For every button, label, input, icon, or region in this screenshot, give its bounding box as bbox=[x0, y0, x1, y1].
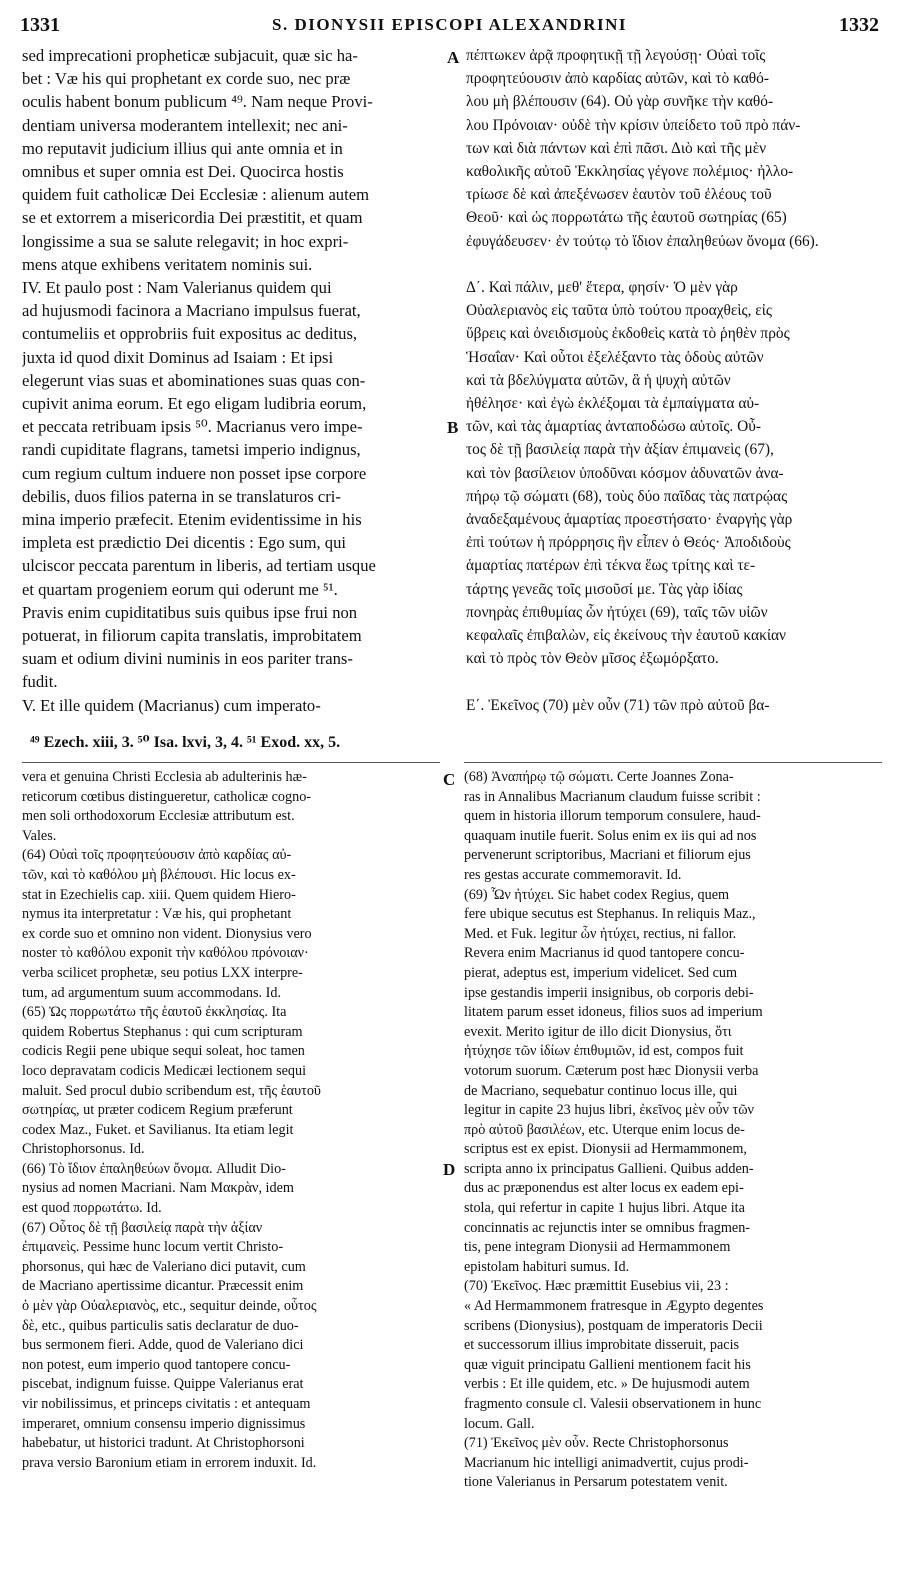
note-line: pervenerunt scriptoribus, Macriani et filiorum ejus bbox=[464, 847, 751, 864]
latin-text-line: dentiam universa moderantem intellexit; nec ani- bbox=[22, 115, 348, 135]
note-line: quem in historia illorum temporum consulere, haud- bbox=[464, 808, 761, 825]
latin-text-line: contumeliis et opprobriis fuit expositus ac deditus, bbox=[22, 324, 358, 344]
greek-text-line: καὶ τὸ πρὸς τὸν Θεὸν μῖσος ἐξωμόρξατο. bbox=[466, 650, 719, 668]
latin-text-line: elegerunt vias suas et abominationes suas quas con- bbox=[22, 370, 366, 390]
note-line: (70) Ἐκεῖνος. Hæc præmittit Eusebius vii, 23 : bbox=[464, 1278, 729, 1295]
note-line: verba scilicet prophetæ, seu potius LXX interpre- bbox=[22, 964, 303, 981]
greek-text-line: καὶ τὸν βασίλειον ὑποδῦναι κόσμον ἀδυνατῶν ἀνα- bbox=[466, 464, 784, 482]
latin-text-line: omnibus et super omnia est Dei. Quocirca hostis bbox=[22, 162, 344, 182]
greek-text-line: ἐφυγάδευσεν· ἐν τούτῳ τὸ ἴδιον ἐπαληθεύων ὄνομα (66). bbox=[466, 232, 819, 250]
greek-text-line: ἐπὶ τούτων ἡ πρόρρησις ἣν εἶπεν ὁ Θεός· Ἀποδιδοὺς bbox=[466, 534, 791, 552]
note-line: (67) Οὗτος δὲ τῇ βασιλείᾳ παρὰ τὴν ἀξίαν bbox=[22, 1219, 263, 1236]
note-line: quidem Robertus Stephanus : qui cum scripturam bbox=[22, 1023, 303, 1040]
note-line: scribens (Dionysius), postquam de imperatoris Decii bbox=[464, 1317, 763, 1334]
greek-text-line: προφητεύουσιν ἀπὸ καρδίας αὐτῶν, καὶ τὸ καθό- bbox=[466, 70, 769, 88]
note-line: nysius ad nomen Macriani. Nam Μακρὰν, idem bbox=[22, 1180, 294, 1197]
margin-letter-c: C bbox=[443, 770, 456, 789]
latin-text-line: longissime a sua se salute relegavit; in hoc expri- bbox=[22, 231, 349, 251]
note-line: codicis Regii pene ubique sequi soleat, hoc tamen bbox=[22, 1043, 305, 1060]
note-line: phorsonus, qui hæc de Valeriano dici putavit, cum bbox=[22, 1258, 306, 1275]
note-line: non potest, eum imperio quod tantopere concu- bbox=[22, 1356, 291, 1373]
note-line: σωτηρίας, ut præter codicem Regium præferunt bbox=[22, 1102, 293, 1119]
note-line: (71) Ἐκεῖνος μὲν οὖν. Recte Christophorsonus bbox=[464, 1435, 729, 1452]
note-line: tis, pene integram Dionysii ad Hermammonem bbox=[464, 1239, 731, 1256]
greek-text-line: Ἡσαΐαν· Καὶ οὗτοι ἐξελέξαντο τὰς ὁδοὺς αὐτῶν bbox=[466, 348, 764, 366]
note-line: pierat, adeptus est, imperium videlicet. Sed cum bbox=[464, 964, 738, 981]
note-line: concinnatis ac rejunctis inter se omnibus fragmen- bbox=[464, 1219, 751, 1236]
latin-text-line: IV. Et paulo post : Nam Valerianus quidem qui bbox=[22, 278, 332, 298]
running-title: S. DIONYSII EPISCOPI ALEXANDRINI bbox=[271, 15, 627, 34]
note-line: ipse gestandis imperii insignibus, ob corporis debi- bbox=[464, 984, 754, 1001]
note-line: (66) Τὸ ἴδιον ἐπαληθεύων ὄνομα. Alludit Dio- bbox=[22, 1160, 286, 1177]
greek-text-line: καὶ τὰ βδελύγματα αὐτῶν, ἃ ἡ ψυχὴ αὐτῶν bbox=[466, 371, 731, 389]
latin-text-line: mina imperio præfecit. Etenim evidentissime in his bbox=[22, 510, 362, 530]
latin-text-line: et quartam progeniem eorum qui oderunt me ⁵¹. bbox=[22, 579, 338, 599]
note-line: est quod πορρωτάτω. Id. bbox=[22, 1200, 162, 1217]
greek-text-line: ἁμαρτίας πατέρων ἐπὶ τέκνα ἕως τρίτης καὶ τε- bbox=[466, 557, 756, 575]
greek-text-line: Δ΄. Καὶ πάλιν, μεθ' ἕτερα, φησίν· Ὁ μὲν γὰρ bbox=[466, 279, 738, 297]
latin-text-line: ulciscor peccata parentum in liberis, ad tertiam usque bbox=[22, 556, 376, 576]
note-line: Revera enim Macrianus id quod tantopere concu- bbox=[464, 945, 745, 962]
note-line: de Macriano, sequebatur continuo locus ille, qui bbox=[464, 1082, 738, 1099]
note-line: quaquam inutile fuerit. Solus enim ex iis qui ad nos bbox=[464, 827, 757, 844]
latin-text-line: cupivit anima eorum. Et ego eligam ludibria eorum, bbox=[22, 394, 367, 414]
latin-text-line: randi cupiditate flagrans, tametsi imperio indignus, bbox=[22, 440, 361, 460]
latin-text-column bbox=[22, 44, 442, 717]
note-line: (65) Ὡς πορρωτάτω τῆς ἑαυτοῦ ἐκκλησίας. Ita bbox=[22, 1004, 287, 1021]
note-line: quæ viguit principatu Gallieni mentionem facit his bbox=[464, 1356, 751, 1373]
greek-text-line: πήρῳ τῷ σώματι (68), τοὺς δύο παῖδας τὰς πατρῴας bbox=[466, 487, 788, 505]
notes-divider-left bbox=[22, 762, 440, 763]
latin-text-line: cum regium cultum induere non posset ipse corpore bbox=[22, 463, 367, 483]
greek-text-line: των καὶ διὰ πάντων καὶ ἐπὶ πᾶσι. Διὸ καὶ τῆς μὲν bbox=[466, 139, 767, 157]
latin-text-line: fudit. bbox=[22, 672, 58, 692]
note-line: ras in Annalibus Macrianum claudum fuisse scribit : bbox=[464, 788, 761, 805]
notes-divider-right bbox=[464, 762, 882, 763]
note-line: verbis : Et ille quidem, etc. » De hujusmodi autem bbox=[464, 1376, 750, 1393]
note-line: (69) Ὧν ἠτύχει. Sic habet codex Regius, quem bbox=[464, 886, 730, 903]
latin-text-line: juxta id quod dixit Dominus ad Isaiam : Et ipsi bbox=[22, 347, 334, 367]
latin-text-line: suam et odium divini numinis in eos pariter trans- bbox=[22, 649, 353, 669]
note-line: ἐπιμανεὶς. Pessime hunc locum vertit Christo- bbox=[22, 1239, 284, 1256]
note-line: locum. Gall. bbox=[464, 1415, 535, 1432]
note-line: tione Valerianus in Persarum potestatem venit. bbox=[464, 1474, 728, 1491]
greek-text-line: καθολικῆς αὐτοῦ Ἐκκλησίας γέγονε πολέμιος· ἠλλο- bbox=[466, 163, 794, 181]
greek-text-line: τάρτης γενεᾶς τοῖς μισοῦσί με. Τὰς γὰρ ἰδίας bbox=[466, 580, 743, 598]
greek-text-line: λου μὴ βλέπουσιν (64). Οὐ γὰρ συνῆκε τὴν καθό- bbox=[466, 93, 774, 111]
note-line: maluit. Sed procul dubio scribendum est, τῆς ἑαυτοῦ bbox=[22, 1082, 321, 1099]
greek-text-line: τρίωσε δὲ καὶ ἀπεξένωσεν ἑαυτὸν τοῦ ἐλέους τοῦ bbox=[466, 186, 772, 204]
notes-column-right bbox=[464, 768, 882, 1493]
note-line: nymus ita interpretatur : Væ his, qui prophetant bbox=[22, 906, 292, 923]
running-header bbox=[20, 14, 879, 36]
note-line: epistolam habituri sumus. Id. bbox=[464, 1258, 630, 1275]
greek-text-line: τῶν, καὶ τὰς ἁμαρτίας ἀνταποδώσω αὐτοῖς. Οὖ- bbox=[466, 418, 761, 436]
greek-text-line: Οὐαλεριανὸς εἰς ταῦτα ὑπὸ τούτου προαχθεὶς, εἰς bbox=[466, 302, 773, 320]
note-line: res gestas accurate commemoravit. Id. bbox=[464, 866, 682, 883]
note-line: votorum suorum. Cæterum post hæc Dionysii verba bbox=[464, 1062, 759, 1079]
latin-text-line: bet : Væ his qui prophetant ex corde suo, nec præ bbox=[22, 69, 351, 89]
margin-letter-a: A bbox=[447, 48, 460, 67]
note-line: dus ac præponendus est alter locus ex eadem epi- bbox=[464, 1180, 744, 1197]
greek-text-line bbox=[466, 670, 880, 693]
greek-text-line: Ε΄. Ἐκεῖνος (70) μὲν οὖν (71) τῶν πρὸ αὐτοῦ βα- bbox=[466, 696, 770, 714]
note-line: prava versio Baronium etiam in errorem induxit. Id. bbox=[22, 1454, 317, 1471]
latin-text-line: se et extorrem a misericordia Dei præstitit, et quam bbox=[22, 208, 363, 228]
note-line: tum, ad argumentum suum accommodans. Id. bbox=[22, 984, 282, 1001]
note-line: habebatur, ut historici tradunt. At Christophorsoni bbox=[22, 1435, 305, 1452]
greek-text-line: Θεοῦ· καὶ ὡς πορρωτάτω τῆς ἑαυτοῦ σωτηρίας (65) bbox=[466, 209, 787, 227]
note-line: fere ubique secutus est Stephanus. In reliquis Maz., bbox=[464, 906, 756, 923]
note-line: vera et genuina Christi Ecclesia ab adulterinis hæ- bbox=[22, 769, 307, 785]
note-line: vir nobilissimus, et princeps civitatis : et antequam bbox=[22, 1396, 311, 1412]
note-line: imperaret, omnium consensu imperio dignissimus bbox=[22, 1415, 306, 1432]
latin-text-line: oculis habent bonum publicum ⁴⁹. Nam neque Provi- bbox=[22, 92, 373, 112]
note-line: πρὸ αὐτοῦ βασιλέων, etc. Uterque enim locus de- bbox=[464, 1121, 745, 1138]
note-line: Med. et Fuk. legitur ὧν ἠτύχει, rectius, ni fallor. bbox=[464, 925, 737, 942]
latin-text-line: V. Et ille quidem (Macrianus) cum imperato- bbox=[22, 695, 321, 715]
note-line: (68) Ἀναπήρῳ τῷ σώματι. Certe Joannes Zona- bbox=[464, 769, 734, 785]
note-line: Vales. bbox=[22, 827, 57, 844]
greek-text-line: ὕβρεις καὶ ὀνειδισμοὺς ἐκδοθεὶς κατὰ τὸ ῥηθὲν πρὸς bbox=[466, 325, 790, 343]
note-line: evexit. Merito igitur de illo dicit Dionysius, ὅτι bbox=[464, 1023, 732, 1040]
note-line: τῶν, καὶ τὸ καθόλου μὴ βλέπουσι. Hic locus ex- bbox=[22, 866, 296, 883]
latin-text-line: sed imprecationi propheticæ subjacuit, quæ sic ha- bbox=[22, 46, 358, 65]
latin-text-line: et peccata retribuam ipsis ⁵⁰. Macrianus vero impe- bbox=[22, 417, 363, 437]
latin-text-line: ad hujusmodi facinora a Macriano impulsus fuerat, bbox=[22, 301, 361, 321]
note-line: de Macriano apertissime dicantur. Præcessit enim bbox=[22, 1278, 304, 1295]
note-line: et successorum illius improbitate disseruit, pacis bbox=[464, 1337, 740, 1354]
margin-letter-d: D bbox=[443, 1160, 456, 1179]
greek-text-line: πονηρὰς ἐπιθυμίας ὧν ἠτύχει (69), ταῖς τῶν υἱῶν bbox=[466, 603, 768, 621]
greek-text-line: τος δὲ τῇ βασιλείᾳ παρὰ τὴν ἀξίαν ἐπιμανεὶς (67), bbox=[466, 441, 774, 459]
greek-text-line: ἠθέλησε· καὶ ἐγὼ ἐκλέξομαι τὰ ἐμπαίγματα αὐ- bbox=[466, 395, 760, 413]
note-line: loco depravatam codicis Medicæi lectionem sequi bbox=[22, 1062, 307, 1079]
latin-text-line: Pravis enim cupiditatibus suis quibus ipse frui non bbox=[22, 602, 358, 622]
note-line: Macrianum hic intelligi animadvertit, cujus prodi- bbox=[464, 1454, 749, 1471]
page-number-right: 1332 bbox=[839, 14, 879, 36]
latin-text-line: impleta est prædictio Dei dicentis : Ego sum, qui bbox=[22, 533, 346, 553]
latin-text-line: debilis, duos filios paterna in se translaturos cri- bbox=[22, 486, 341, 506]
note-line: noster τὸ καθόλου exponit τὴν καθόλου πρόνοιαν· bbox=[22, 945, 309, 962]
note-line: codex Maz., Fuket. et Savilianus. Ita etiam legit bbox=[22, 1121, 294, 1138]
note-line: men soli orthodoxorum Ecclesiæ attributum est. bbox=[22, 808, 295, 825]
greek-text-line bbox=[466, 253, 880, 276]
note-line: piscebat, indignum fuisse. Quippe Valerianus erat bbox=[22, 1376, 304, 1393]
note-line: Christophorsonus. Id. bbox=[22, 1141, 145, 1158]
note-line: ἠτύχησε τῶν ἰδίων ἐπιθυμιῶν, id est, compos fuit bbox=[464, 1043, 744, 1060]
greek-text-line: πέπτωκεν ἀρᾷ προφητικῇ τῇ λεγούσῃ· Οὐαὶ τοῖς bbox=[466, 47, 766, 64]
notes-column-left bbox=[22, 768, 440, 1473]
page-number-left: 1331 bbox=[20, 14, 60, 36]
greek-text-line: λου Πρόνοιαν· οὐδὲ τὴν κρίσιν ὑπείδετο τοῦ πρὸ πάν- bbox=[466, 116, 801, 134]
note-line: ex corde suo et omnino non vident. Dionysius vero bbox=[22, 925, 312, 942]
margin-letter-b: B bbox=[447, 418, 459, 437]
note-line: stola, qui refertur in capite 1 hujus libri. Atque ita bbox=[464, 1200, 745, 1217]
latin-text-line: mo reputavit judicium illius qui ante omnia et in bbox=[22, 138, 343, 158]
note-line: scripta anno ix principatus Gallieni. Quibus adden- bbox=[464, 1160, 754, 1177]
latin-text-line: quidem fuit catholicæ Dei Ecclesiæ : alienum autem bbox=[22, 185, 369, 205]
latin-text-line: mens atque exhibens veritatem nominis sui. bbox=[22, 254, 313, 274]
greek-text-column bbox=[466, 44, 880, 717]
latin-text-line: potuerat, in filiorum capita translatis, improbitatem bbox=[22, 626, 362, 646]
note-line: legitur in capite 23 hujus libri, ἐκεῖνος μὲν οὖν τῶν bbox=[464, 1102, 754, 1119]
note-line: « Ad Hermammonem fratresque in Ægypto degentes bbox=[464, 1298, 764, 1315]
note-line: reticorum cœtibus distingueretur, catholicæ cogno- bbox=[22, 788, 312, 805]
note-line: bus sermonem fieri. Adde, quod de Valeriano dici bbox=[22, 1337, 304, 1354]
scripture-footnotes: ⁴⁹ Ezech. xiii, 3. ⁵⁰ Isa. lxvi, 3, 4. ⁵¹ Exod. xx, 5. bbox=[30, 734, 341, 751]
greek-text-line: κεφαλαῖς ἐπιβαλὼν, εἰς ἐκείνους τὴν ἑαυτοῦ κακίαν bbox=[466, 627, 787, 645]
note-line: stat in Ezechielis cap. xiii. Quem quidem Hiero- bbox=[22, 886, 296, 903]
note-line: ὁ μὲν γὰρ Οὐαλεριανὸς, etc., sequitur deinde, οὗτος bbox=[22, 1298, 317, 1315]
note-line: δὲ, etc., quibus particulis satis declaratur de duo- bbox=[22, 1317, 299, 1334]
note-line: fragmento consule cl. Valesii observationem in hunc bbox=[464, 1396, 762, 1412]
greek-text-line: ἀναδεξαμένους ἁμαρτίας προεστήσατο· ἐναργὴς γὰρ bbox=[466, 511, 793, 529]
note-line: (64) Οὐαὶ τοῖς προφητεύουσιν ἀπὸ καρδίας αὐ- bbox=[22, 847, 292, 864]
note-line: scriptus est ex epist. Dionysii ad Hermammonem, bbox=[464, 1141, 747, 1158]
note-line: litatem parum esset idoneus, filios suos ad imperium bbox=[464, 1004, 763, 1021]
